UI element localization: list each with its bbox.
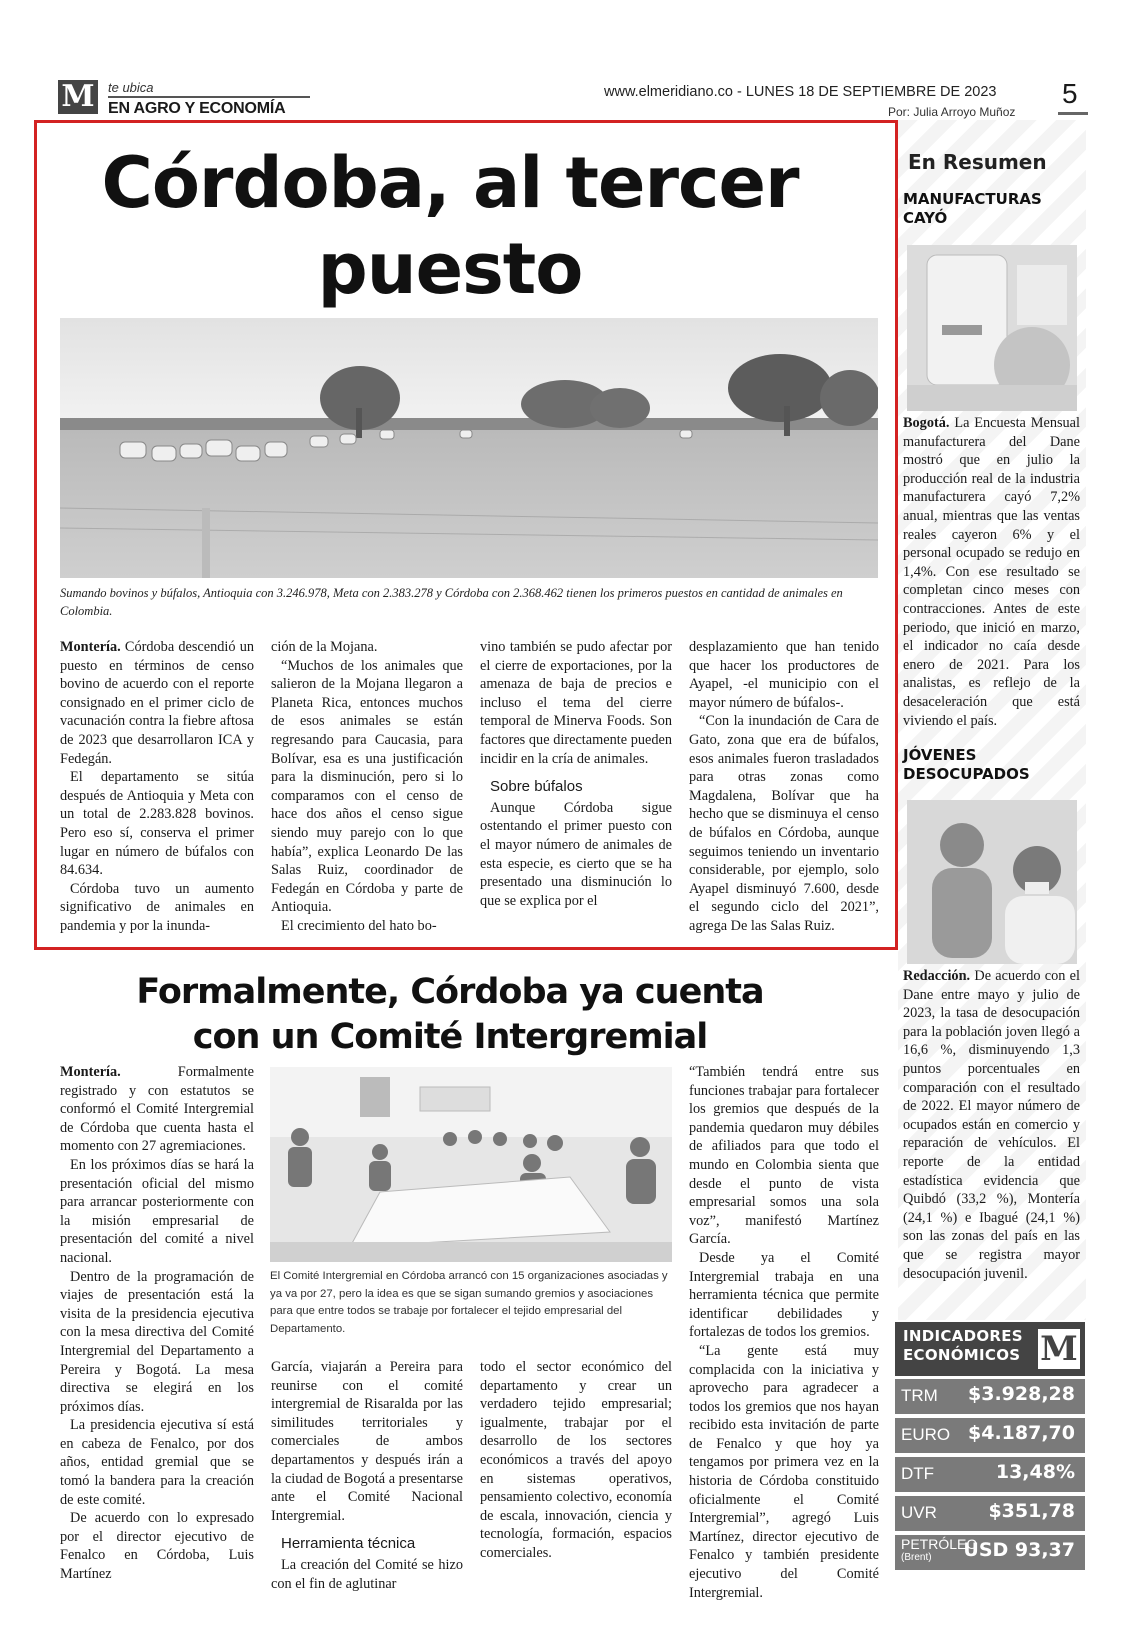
paragraph: “También tendrá entre sus funciones trabajar para fortalecer los gremios que después de la pandemia quedaron muy débiles de afiliados para que todo el mundo en Colombia sienta que desde el punto de vista empresarial somos una sola voz”, manifestó Martínez García. [689,1064,879,1248]
second-story-column-1 [60,1063,254,1584]
paragraph-text: Formalmente registrado y con estatutos se conformó el Comité Intergremial de Córdoba que cuenta hasta el momento con 27 agremiaciones. [60,1064,254,1155]
second-headline-line2: con un Comité Intergremial [192,1017,708,1057]
heading-line: CAYÓ [903,209,948,227]
paragraph [60,1063,254,1156]
label-sub: (Brent) [901,1552,932,1563]
indicator-value: $3.928,28 [968,1383,1075,1405]
indicator-value: $4.187,70 [968,1422,1075,1444]
subheading: Herramienta técnica [281,1535,416,1553]
paragraph: “Muchos de los animales que salieron de la Mojana llegaron a Planeta Rica, entonces muchos de esos animales se están regresando para Caucasia, para Bolívar, esa es una justificación para la disminución, pero si lo comparamos con el censo de hace dos años el censo sigue siendo muy parejo con lo que había”, explica Leonardo De las Salas Ruiz, coordinador de Fedegán en Córdoba y parte de Antioquia. [271,657,463,916]
heading-line: JÓVENES [903,746,977,764]
second-story-column-2 [271,1358,463,1593]
indicators-title [903,1327,1023,1365]
subheading: Sobre búfalos [490,778,583,796]
indicator-label: TRM [901,1386,938,1405]
paragraph: García, viajarán a Pereira para reunirse con el comité intergremial de Risaralda por las similitudes territoriales y comerciales de ambos departamentos y después irán a la ciudad de Bogotá a presentarse ante el Comité Nacional Intergremial. [271,1359,463,1524]
indicator-value: 13,48% [995,1461,1075,1483]
paragraph: El departamento se sitúa después de Antioquia y Meta con un total de 2.283.828 bovinos. Pero eso sí, conserva el primer lugar en número de búfalos con 84.634. [60,769,254,879]
indicator-value: USD 93,37 [963,1539,1075,1561]
paragraph: desplazamiento que han tenido que hacer los productores de Ayapel, -el municipio con el mayor número de búfalos-. [689,639,879,711]
byline: Por: Julia Arroyo Muñoz [888,105,1016,119]
paragraph-text: De acuerdo con el Dane entre mayo y julio de 2023, la tasa de desocupación para la población joven llegó a 16,6 %, disminuyendo 1,3 puntos porcentuales en comparación con el resultado de 2022. El mayor número de ocupados están en comercio y reparación de vehículos. El reporte de la entidad estadística evidencia que Quibdó (33,2 %), Montería (24,1 %) e Ibagué (24,1 %) son las zonas del país en las que se registra mayor desocupación juvenil. [903,968,1080,1282]
paragraph [903,967,1080,1283]
paragraph: Dentro de la programación de viajes de presentación está la visita de la presidencia ejecutiva con la mesa directiva del Comité Intergremial del Departamento a Pereira y Bogotá. La mesa directiva se elegirá en los próximos días. [60,1268,254,1415]
dateline-lead: Redacción. [903,968,971,984]
paragraph: La presidencia ejecutiva sí está en cabeza de Fenalco, por dos años, entidad gremial que se tomó la bandera para la creación de este comité. [60,1417,254,1508]
indicator-label: UVR [901,1503,937,1522]
paragraph [903,414,1080,730]
dateline-lead: Montería. [60,1064,121,1080]
main-story-column-4 [689,638,879,936]
paragraph: Aunque Córdoba sigue ostentando el primer puesto con el mayor número de animales de esta especie, es cierto que se ha presentado una disminución lo que se explica por el [480,799,672,909]
paragraph: “La gente está muy complacida con la iniciativa y aprovecho para agradecer a todos los gremios que nos hayan recibido esta invitación de parte de Fenalco y que hoy ya tengamos por primera vez en la historia de Córdoba constituido oficialmente el Comité Intergremial”, agregó Luis Martínez, director ejecutivo de Fenalco y también presidente ejecutivo del Comité Intergremial. [689,1342,879,1601]
second-headline [80,970,820,1060]
main-story-column-3 [480,638,672,910]
title-line: INDICADORES [903,1327,1023,1345]
indicator-label: DTF [901,1464,935,1483]
paragraph: todo el sector económico del departamento y crear un verdadero tejido empresarial; igualmente, trabajar por el desarrollo de los sectores económicos a través del apoyo en sistemas operativos, pensamiento colectivo, economía de escala, innovación, ciencia y tecnología, formación, espacios comerciales. [480,1359,672,1561]
main-headline-line1: Córdoba, al tercer [101,142,799,224]
young-people-photo [907,800,1077,964]
main-story-column-1 [60,638,254,936]
main-headline [60,140,840,312]
indicator-row-uvr [895,1496,1085,1531]
paragraph: Desde ya el Comité Intergremial trabaja en una herramienta técnica que permite identificar debilidades y fortalezas de todos los gremios. [689,1249,879,1341]
sidebar-item-text [903,414,1080,730]
paragraph: ción de la Mojana. [271,639,378,655]
section-name: EN AGRO Y ECONOMÍA [108,100,286,117]
paragraph-text: La Encuesta Mensual manufacturera del Dane mostró que en julio la producción real de la industria manufacturera cayó 7,2% anual, mientras que las ventas reales cayeron 6% y el personal ocupado se redujo en 1,4%. Con ese resultado se completan cinco meses con contracciones. Antes de este periodo, que inició en marzo, el indicador no caía desde enero de 2021. Para los analistas, es reflejo de la desaceleración que está viviendo el país. [903,415,1080,729]
photo-caption: El Comité Intergremial en Córdoba arrancó con 15 organizaciones asociadas y ya va por 27, pero la idea es que se sigan sumando gremios y asociaciones para que entre todos se trabaje por fortalecer el tejido empresarial del Departamento. [270,1270,668,1335]
paragraph: El crecimiento del hato bo- [281,917,437,934]
main-story-column-2 [271,638,463,936]
second-story-column-4 [689,1063,879,1602]
factory-machine-photo [907,245,1077,411]
sidebar-item-heading [903,746,1053,784]
photo-caption: Sumando bovinos y búfalos, Antioquia con 3.246.978, Meta con 2.383.278 y Córdoba con 2.368.462 tienen los primeros puestos en cantidad de animales en Colombia. [60,586,843,618]
indicator-row-euro [895,1418,1085,1453]
newspaper-logo: M [58,80,98,114]
sidebar-item-heading [903,190,1053,228]
heading-line: MANUFACTURAS [903,190,1042,208]
indicator-label: EURO [901,1425,951,1444]
paragraph-text: Córdoba descendió un puesto en términos de censo bovino de acuerdo con el reporte consignado en el primer ciclo de vacunación contra la fiebre aftosa de 2023 que desarrollaron ICA y Fedegán. [60,639,254,767]
cattle-pasture-photo [60,318,878,578]
paragraph: La creación del Comité se hizo con el fin de aglutinar [271,1556,463,1592]
section-divider [108,96,310,98]
page-number-rule [1058,112,1088,115]
dateline-lead: Bogotá. [903,415,950,431]
indicator-row-dtf [895,1457,1085,1492]
dateline-lead: Montería. [60,639,121,655]
main-headline-line2: puesto [317,228,583,310]
paragraph: De acuerdo con lo expresado por el director ejecutivo de Fenalco en Córdoba, Luis Martínez [60,1510,254,1583]
page-number: 5 [1062,78,1078,109]
indicator-row-trm [895,1379,1085,1414]
indicators-logo: M [1038,1329,1080,1369]
second-story-column-3 [480,1358,672,1563]
section-kicker: te ubica [108,80,154,95]
title-line: ECONÓMICOS [903,1346,1021,1364]
paragraph: En los próximos días se hará la presentación oficial del mismo para arrancar posteriormente con la misión empresarial de presentación del comité a nivel nacional. [60,1156,254,1266]
second-headline-line1: Formalmente, Córdoba ya cuenta [136,972,764,1012]
paragraph: Córdoba tuvo un aumento significativo de animales en pandemia y por la inunda- [60,880,254,934]
sidebar-title: En Resumen [908,150,1047,174]
paragraph: “Con la inundación de Cara de Gato, zona que era de búfalos, esos animales fueron trasladados para otras zonas como Magdalena, Bolívar que ha hecho que se disminuya el censo de búfalos en Córdoba, aunque seguimos teniendo un inventario considerable, por ejemplo, solo Ayapel disminuyó 7.600, desde el segundo ciclo del 2021”, agrega De las Salas Ruiz. [689,713,879,934]
sidebar-item-text [903,967,1080,1283]
indicator-value: $351,78 [988,1500,1075,1522]
dateline: www.elmeridiano.co - LUNES 18 DE SEPTIEMBRE DE 2023 [604,84,997,100]
paragraph [60,638,254,768]
meeting-room-photo [270,1067,672,1262]
paragraph: vino también se pudo afectar por el cierre de exportaciones, por la amenaza de baja de precios e incluso el tema del cierre temporal de Minerva Foods. Son factores que directamente pueden incidir en la cría de animales. [480,639,672,767]
label-text: PETRÓLEO [901,1536,978,1552]
indicator-row-petroleo [895,1535,1085,1570]
heading-line: DESOCUPADOS [903,765,1030,783]
